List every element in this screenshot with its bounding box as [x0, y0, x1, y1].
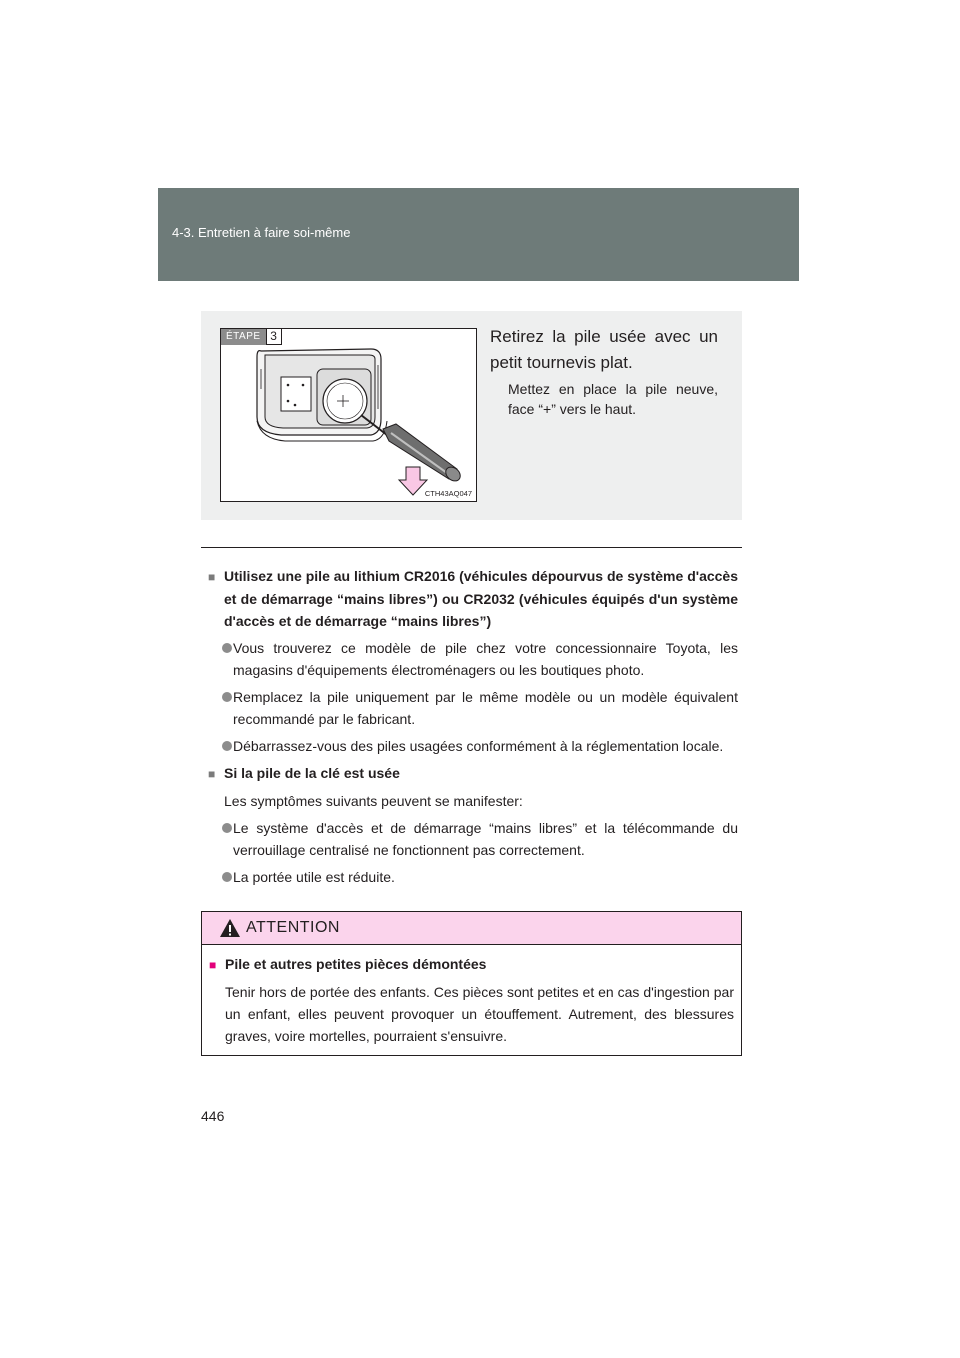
caution-title: ATTENTION	[246, 919, 340, 936]
caution-item-heading	[209, 953, 734, 976]
list-item-text: La portée utile est réduite.	[233, 869, 395, 885]
list-item	[208, 686, 738, 730]
caution-body	[209, 953, 734, 1047]
step-number: 3	[266, 329, 282, 345]
depleted-heading-text: Si la pile de la clé est usée	[224, 765, 400, 781]
section-heading-depleted	[208, 762, 738, 785]
caution-item-title: Pile et autres petites pièces démontées	[225, 956, 487, 972]
header-band	[158, 188, 799, 281]
section-title: 4-3. Entretien à faire soi-même	[172, 225, 351, 240]
key-battery-illustration	[221, 329, 476, 501]
list-item	[208, 866, 738, 888]
step-badge	[221, 329, 282, 345]
circle-bullet-icon	[222, 741, 232, 751]
step-panel	[201, 311, 742, 520]
circle-bullet-icon	[222, 692, 232, 702]
list-item-text: Le système d'accès et de démarrage “mains libres” et la télécommande du verrouillage centralisé ne fonctionnent pas correctement.	[233, 820, 738, 858]
step-figure	[220, 328, 477, 502]
list-item-text: Débarrassez-vous des piles usagées conformément à la réglementation locale.	[233, 738, 724, 754]
warning-triangle-icon	[219, 918, 241, 938]
main-content	[208, 565, 738, 893]
battery-heading-text: Utilisez une pile au lithium CR2016 (véhicules dépourvus de système d'accès et de démarrage “mains libres”) ou CR2032 (véhicules équipés d'un système d'accès et de démarrage “mains libres”)	[224, 568, 738, 629]
square-bullet-icon: ■	[209, 958, 217, 972]
list-item-text: Remplacez la pile uniquement par le même modèle ou un modèle équivalent recommandé par le fabricant.	[233, 689, 738, 727]
circle-bullet-icon	[222, 823, 232, 833]
symptoms-intro: Les symptômes suivants peuvent se manifester:	[224, 793, 523, 809]
list-item	[208, 637, 738, 681]
square-bullet-icon: ■	[208, 570, 216, 584]
square-bullet-icon: ■	[208, 767, 216, 781]
step-label: ÉTAPE	[221, 329, 266, 345]
list-item-text: Vous trouverez ce modèle de pile chez votre concessionnaire Toyota, les magasins d'équipements électroménagers ou les boutiques photo.	[233, 640, 738, 678]
section-heading-battery	[208, 565, 738, 632]
caution-item-text: Tenir hors de portée des enfants. Ces pièces sont petites et en cas d'ingestion par un enfant, elles peuvent provoquer un étouffement. Autrement, des blessures graves, voire mortelles, pourraient s'ensuivre.	[225, 984, 734, 1044]
circle-bullet-icon	[222, 643, 232, 653]
step-sub-instruction: Mettez en place la pile neuve, face “+” vers le haut.	[508, 381, 718, 417]
list-item	[208, 735, 738, 757]
circle-bullet-icon	[222, 872, 232, 882]
page-number: 446	[201, 1108, 225, 1124]
step-instruction: Retirez la pile usée avec un petit tournevis plat.	[490, 327, 718, 372]
caution-box	[201, 911, 742, 1056]
list-item	[208, 817, 738, 861]
figure-code: CTH43AQ047	[424, 489, 472, 498]
divider	[201, 547, 742, 548]
caution-header	[202, 912, 741, 945]
